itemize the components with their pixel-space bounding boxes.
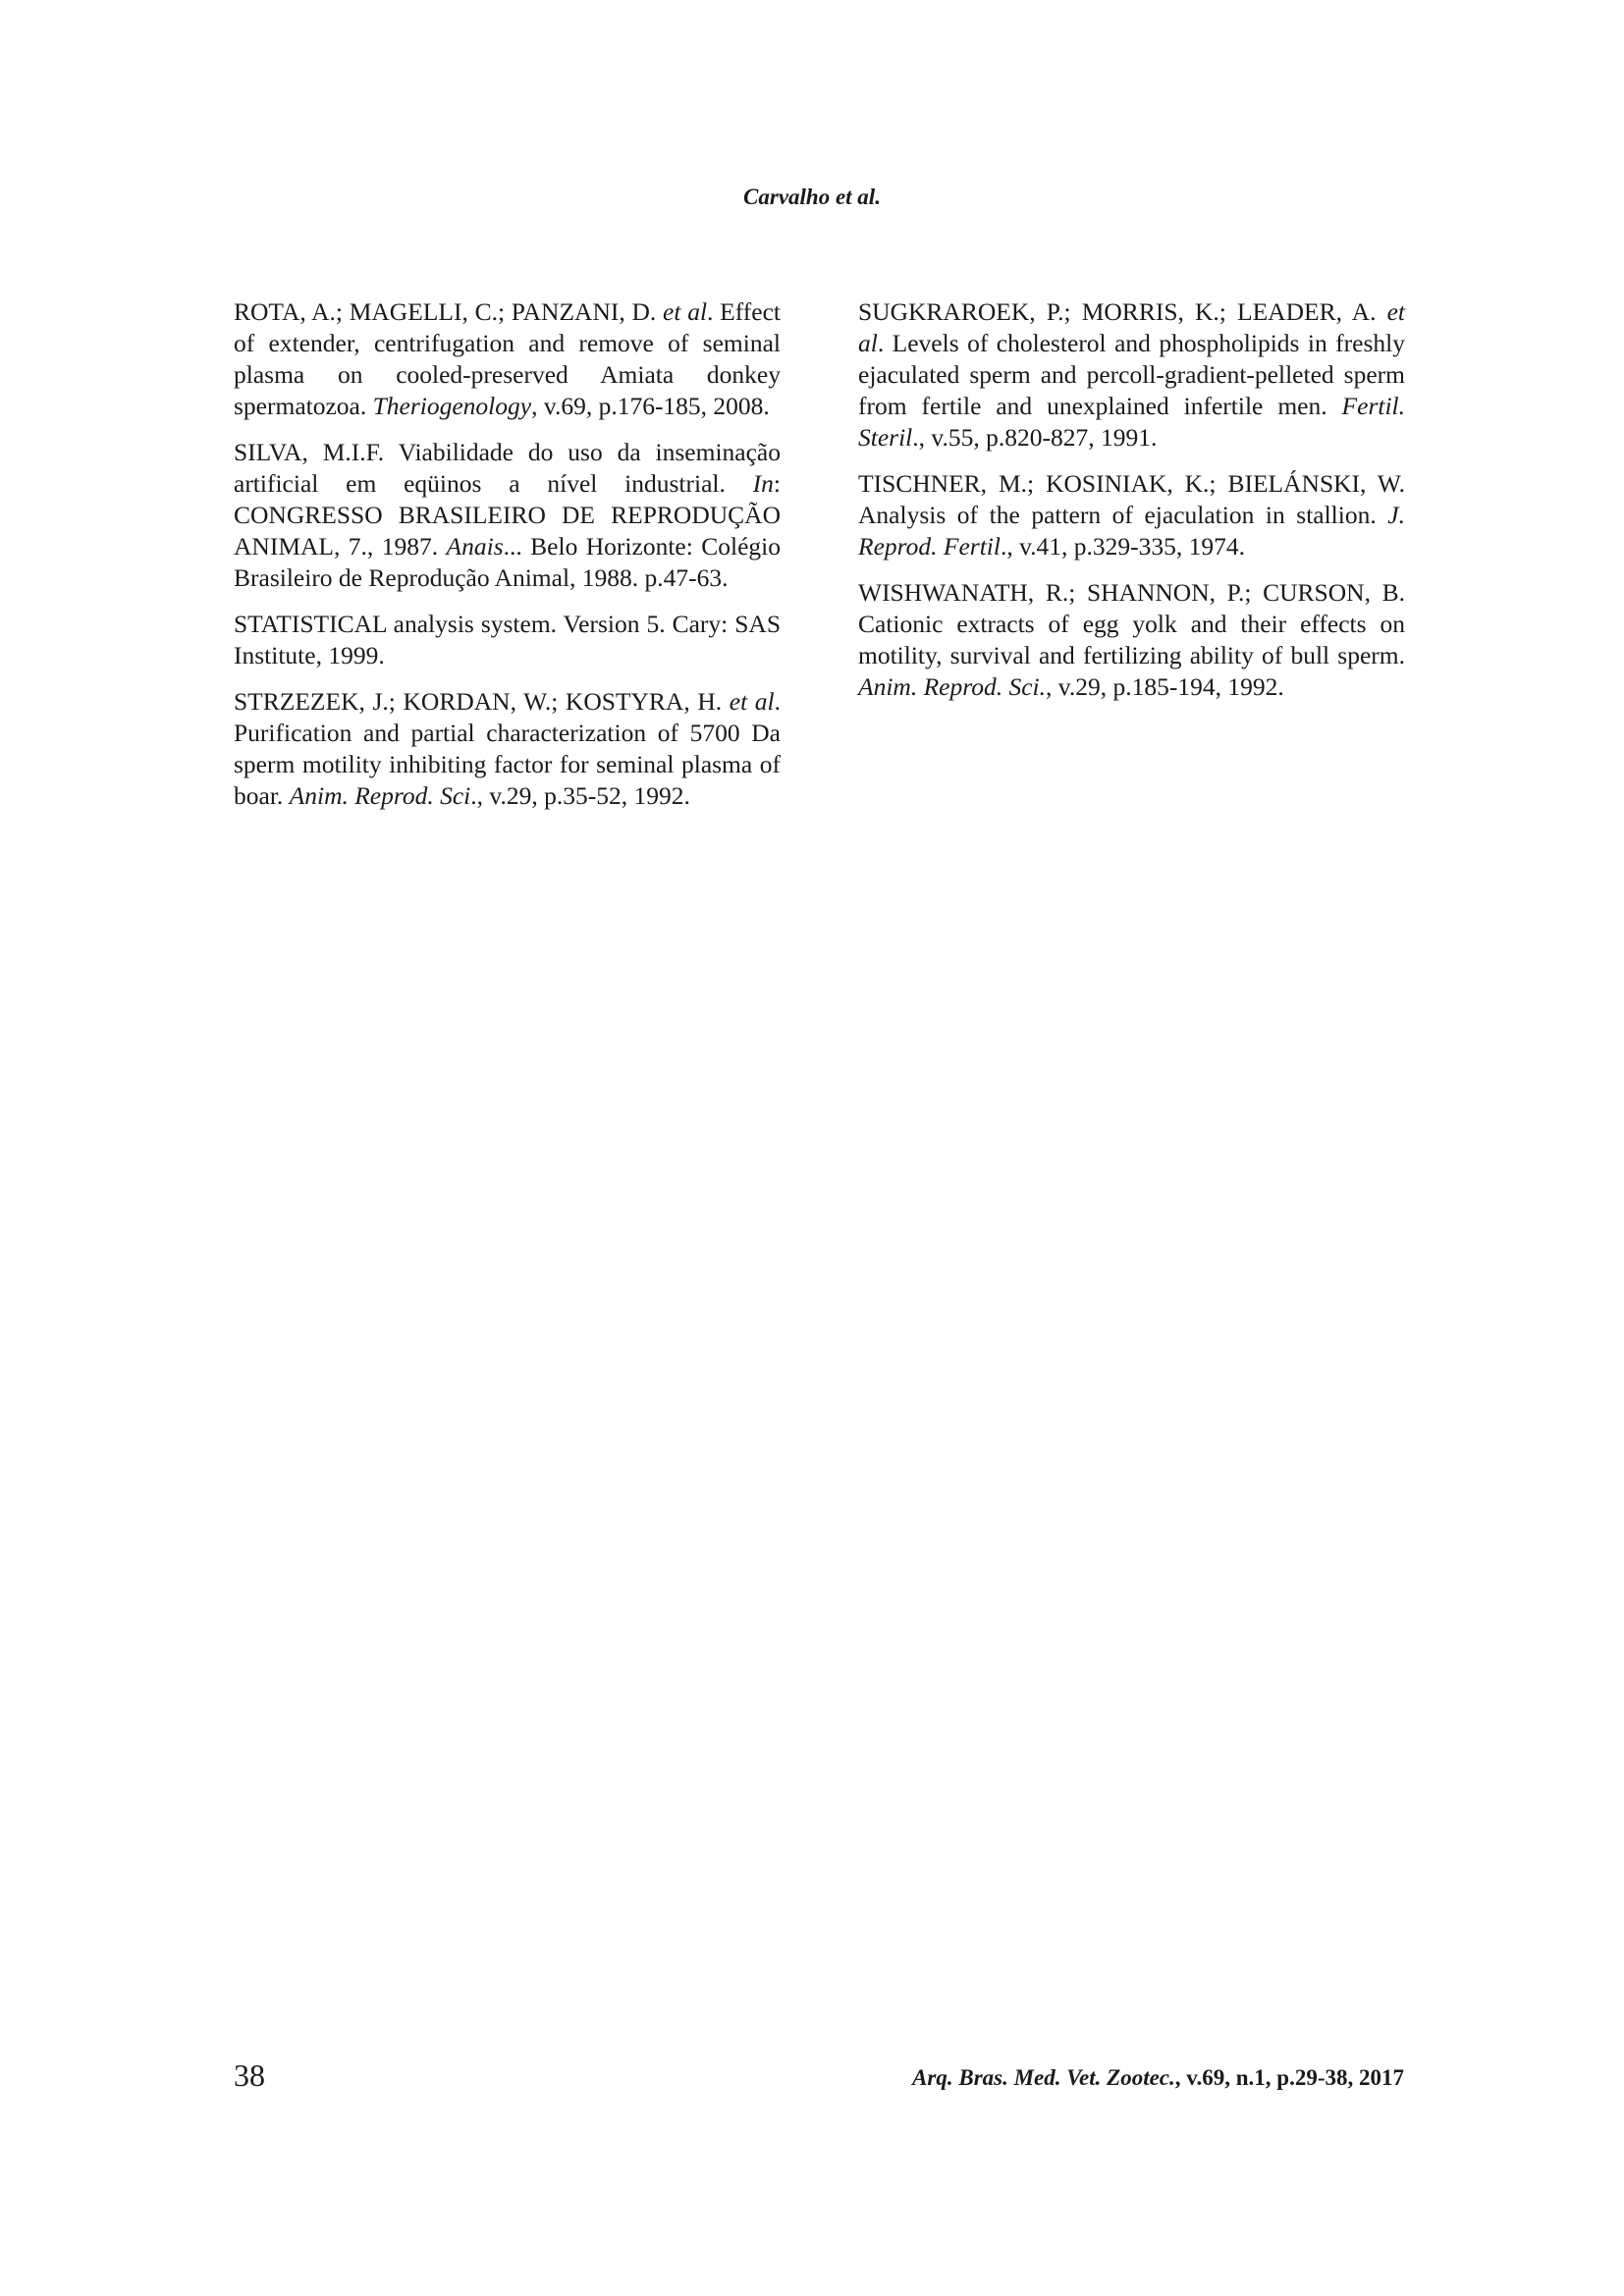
journal-volume-info: , v.69, n.1, p.29-38, 2017 [1174, 2065, 1404, 2090]
ref-journal: Theriogenology [372, 392, 532, 420]
reference-tischner [858, 468, 1405, 562]
references-left-column [234, 296, 781, 827]
references-right-column [858, 296, 1405, 718]
reference-wishwanath [858, 577, 1405, 703]
ref-text: STATISTICAL analysis system. Version 5. Cary: SAS Institute, 1999. [234, 610, 781, 669]
ref-journal: Fertil. Steril [858, 392, 1405, 452]
reference-sugkraroek [858, 296, 1405, 454]
ref-event: : CONGRESSO BRASILEIRO DE REPRODUÇÃO ANIMAL, 7., 1987. [234, 469, 781, 561]
reference-strzezek [234, 686, 781, 812]
ref-details: , v.69, p.176-185, 2008. [531, 392, 770, 420]
ref-journal: J. Reprod. Fertil [858, 501, 1405, 561]
ref-title: SILVA, M.I.F. Viabilidade do uso da inseminação artificial em eqüinos a nível industrial. [234, 438, 781, 498]
ref-journal: Anim. Reprod. Sci. [858, 672, 1046, 701]
ref-et-al: et al [663, 297, 708, 326]
reference-rota [234, 296, 781, 422]
journal-citation [912, 2065, 1404, 2091]
reference-statistical [234, 609, 781, 671]
ref-title: . Purification and partial characterization of 5700 Da sperm motility inhibiting factor for seminal plasma of boar. [234, 687, 781, 810]
ref-title: TISCHNER, M.; KOSINIAK, K.; BIELÁNSKI, W. Analysis of the pattern of ejaculation in stallion. [858, 469, 1405, 529]
ref-et-al: et al [858, 297, 1405, 357]
ref-title: WISHWANATH, R.; SHANNON, P.; CURSON, B. Cationic extracts of egg yolk and their effects on motility, survival and fertilizing ability of bull sperm. [858, 578, 1405, 669]
ref-title: . Levels of cholesterol and phospholipids in freshly ejaculated sperm and percoll-gradient-pelleted sperm from fertile and unexplained infertile men. [858, 329, 1405, 420]
ref-details: , v.29, p.185-194, 1992. [1045, 672, 1284, 701]
ref-details: ., v.55, p.820-827, 1991. [912, 423, 1158, 452]
page-number: 38 [234, 2057, 265, 2093]
ref-title: . Effect of extender, centrifugation and remove of seminal plasma on cooled-preserved Amiata donkey spermatozoa. [234, 297, 781, 420]
ref-details: ., v.29, p.35-52, 1992. [470, 781, 690, 810]
reference-silva [234, 437, 781, 594]
ref-anais: Anais [446, 532, 504, 561]
ref-authors: STRZEZEK, J.; KORDAN, W.; KOSTYRA, H. [234, 687, 730, 716]
journal-name: Arq. Bras. Med. Vet. Zootec. [912, 2065, 1175, 2090]
ref-in: In [752, 469, 774, 498]
ref-details: ., v.41, p.329-335, 1974. [1000, 532, 1246, 561]
ref-journal: Anim. Reprod. Sci [289, 781, 471, 810]
ref-et-al: et al [729, 687, 775, 716]
running-head: Carvalho et al. [743, 185, 881, 209]
ref-authors: ROTA, A.; MAGELLI, C.; PANZANI, D. [234, 297, 664, 326]
ref-details: ... Belo Horizonte: Colégio Brasileiro de Reprodução Animal, 1988. p.47-63. [234, 532, 781, 592]
ref-authors: SUGKRAROEK, P.; MORRIS, K.; LEADER, A. [858, 297, 1387, 326]
